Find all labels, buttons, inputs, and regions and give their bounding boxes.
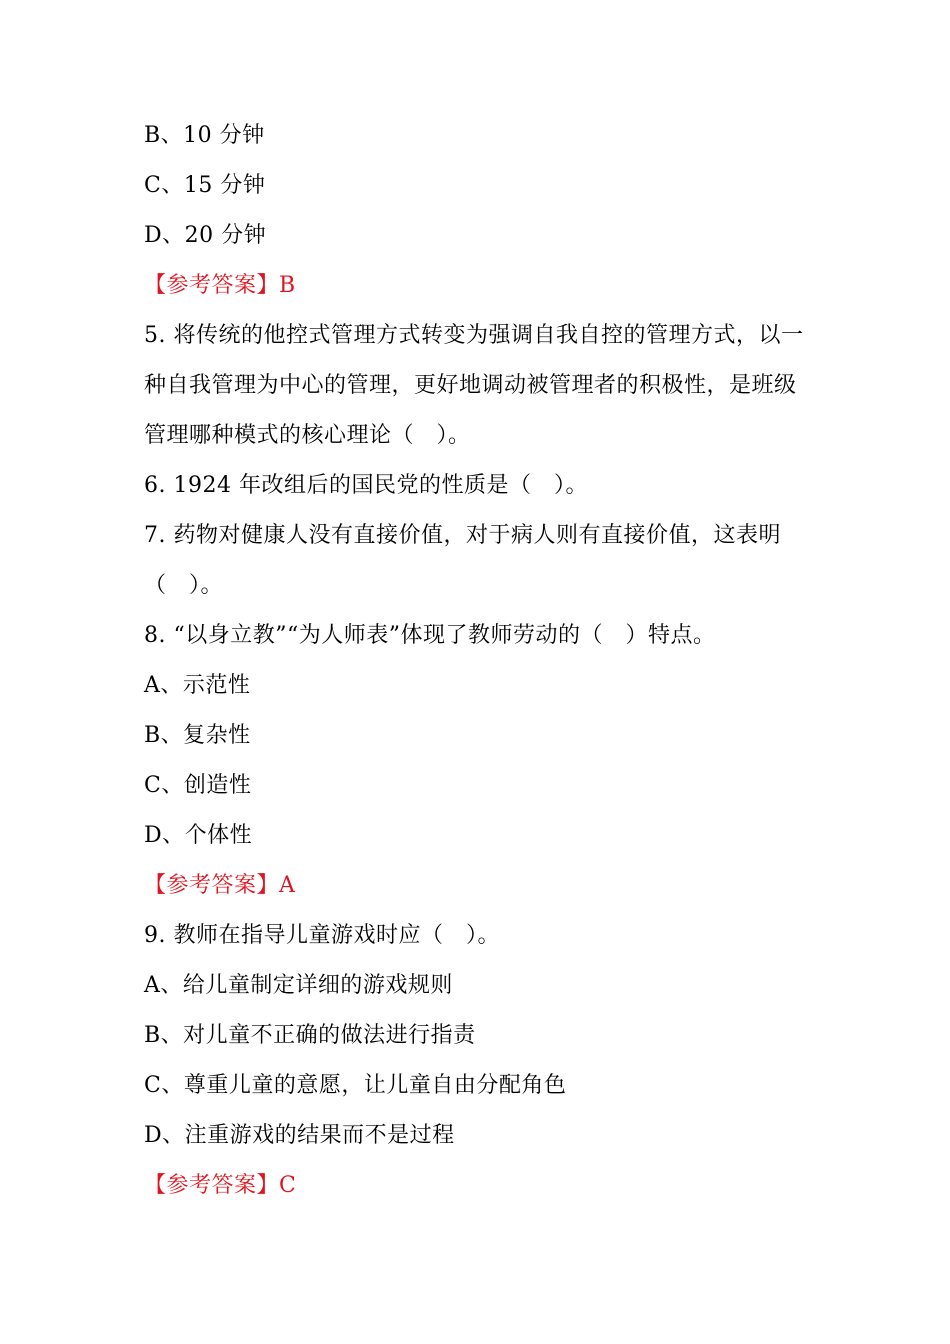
question-9: 9. 教师在指导儿童游戏时应（ ）。: [144, 923, 500, 948]
option-c-minutes-15: C、15 分钟: [144, 173, 266, 198]
question-6: 6. 1924 年改组后的国民党的性质是（ ）。: [144, 473, 588, 498]
question-5-line-1: 5. 将传统的他控式管理方式转变为强调自我自控的管理方式，以一: [144, 323, 804, 348]
option-b-minutes-10: B、10 分钟: [144, 123, 265, 148]
question-8-option-b: B、复杂性: [144, 723, 251, 748]
question-8-option-c: C、创造性: [144, 773, 252, 798]
question-9-option-d: D、注重游戏的结果而不是过程: [144, 1123, 455, 1148]
question-8-option-a: A、示范性: [144, 673, 251, 698]
question-9-option-c: C、尊重儿童的意愿，让儿童自由分配角色: [144, 1073, 567, 1098]
answer-key-q9: 【参考答案】C: [144, 1173, 297, 1198]
question-5-line-2: 种自我管理为中心的管理，更好地调动被管理者的积极性，是班级: [144, 373, 797, 398]
question-9-option-b: B、对儿童不正确的做法进行指责: [144, 1023, 476, 1048]
question-9-option-a: A、给儿童制定详细的游戏规则: [144, 973, 453, 998]
question-8: 8. “以身立教”“为人师表”体现了教师劳动的（ ）特点。: [144, 623, 716, 648]
option-d-minutes-20: D、20 分钟: [144, 223, 267, 248]
question-8-option-d: D、个体性: [144, 823, 253, 848]
answer-key-q4: 【参考答案】B: [144, 273, 296, 298]
question-7-line-2: （ ）。: [144, 573, 224, 598]
question-7-line-1: 7. 药物对健康人没有直接价值，对于病人则有直接价值，这表明: [144, 523, 781, 548]
question-5-line-3: 管理哪种模式的核心理论（ ）。: [144, 423, 471, 448]
answer-key-q8: 【参考答案】A: [144, 873, 296, 898]
